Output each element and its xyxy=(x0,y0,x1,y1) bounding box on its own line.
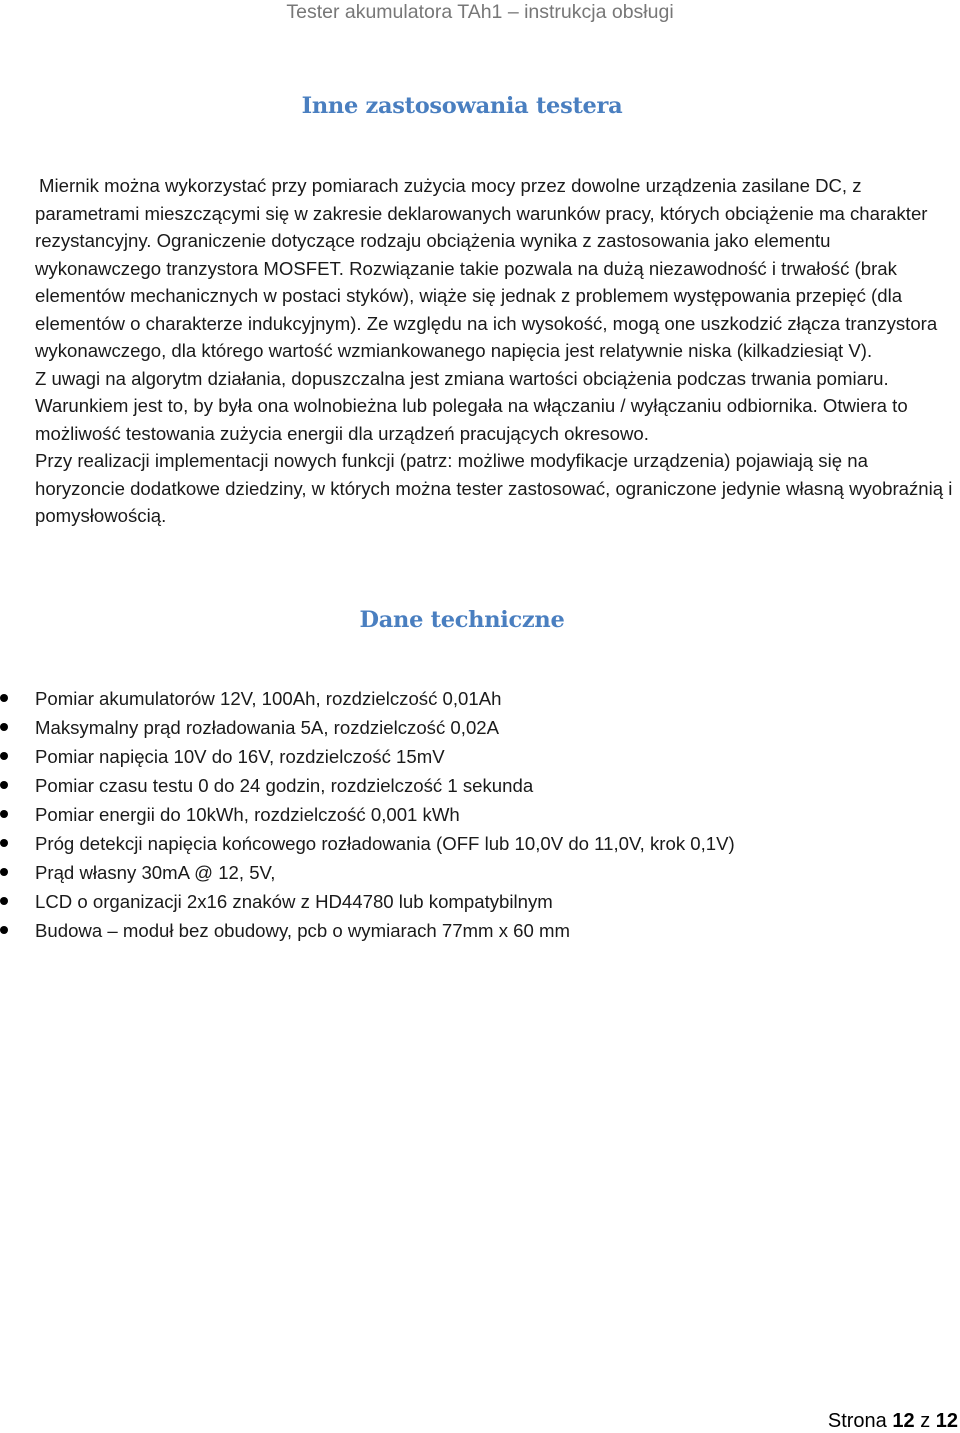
running-header: Tester akumulatora TAh1 – instrukcja obsługi xyxy=(286,1,674,23)
technical-specs-list xyxy=(0,684,930,945)
list-item-text: Prąd własny 30mA @ 12, 5V, xyxy=(35,862,276,883)
paragraph: Przy realizacji implementacji nowych funkcji (patrz: możliwe modyfikacje urządzenia) pojawiają się na horyzoncie dodatkowe dziedziny, w których można tester zastosować, ograniczone jedynie własną wyobraźnią i pomysłowością. xyxy=(35,450,953,526)
paragraph: Z uwagi na algorytm działania, dopuszczalna jest zmiana wartości obciążenia podczas trwania pomiaru. Warunkiem jest to, by była ona wolnobieżna lub polegała na włączaniu / wyłączaniu odbiornika. Otwiera to możliwość testowania zużycia energii dla urządzeń pracujących okresowo. xyxy=(35,367,908,444)
list-item xyxy=(0,800,930,829)
current-page-number: 12 xyxy=(892,1410,915,1432)
other-uses-body xyxy=(35,172,959,530)
list-item-text: Budowa – moduł bez obudowy, pcb o wymiarach 77mm x 60 mm xyxy=(35,920,570,941)
list-item xyxy=(0,829,930,858)
list-item-text: Pomiar czasu testu 0 do 24 godzin, rozdzielczość 1 sekunda xyxy=(35,775,534,796)
list-item xyxy=(0,858,930,887)
list-item-text: Pomiar akumulatorów 12V, 100Ah, rozdzielczość 0,01Ah xyxy=(35,688,502,709)
list-item-text: LCD o organizacji 2x16 znaków z HD44780 lub kompatybilnym xyxy=(35,891,553,912)
page-label: Strona xyxy=(827,1410,887,1432)
bullet-icon xyxy=(0,897,8,905)
bullet-icon xyxy=(0,810,8,818)
list-item-text: Próg detekcji napięcia końcowego rozładowania (OFF lub 10,0V do 11,0V, krok 0,1V) xyxy=(35,833,735,854)
section-title-technical-data: Dane techniczne xyxy=(359,607,565,633)
list-item-text: Pomiar napięcia 10V do 16V, rozdzielczość 15mV xyxy=(35,746,445,767)
bullet-icon xyxy=(0,868,8,876)
of-label: z xyxy=(920,1410,931,1432)
bullet-icon xyxy=(0,694,8,702)
list-item xyxy=(0,713,930,742)
list-item xyxy=(0,887,930,916)
list-item xyxy=(0,742,930,771)
list-item-text: Pomiar energii do 10kWh, rozdzielczość 0,001 kWh xyxy=(35,804,460,825)
bullet-icon xyxy=(0,723,8,731)
total-pages-number: 12 xyxy=(935,1410,958,1432)
paragraph: Miernik można wykorzystać przy pomiarach zużycia mocy przez dowolne urządzenia zasilane DC, z parametrami mieszczącymi się w zakresie deklarowanych warunków pracy, których obciążenie ma charakter rezystancyjny. Ograniczenie dotyczące rodzaju obciążenia wynika z zastosowania jako elementu wykonawczego tranzystora MOSFET. Rozwiązanie takie pozwala na dużą niezawodność i trwałość (brak elementów mechanicznych w postaci styków), wiąże się jednak z problemem występowania przepięć (dla elementów o charakterze indukcyjnym). Ze względu na ich wysokość, mogą one uszkodzić złącza tranzystora wykonawczego, dla którego wartość wzmiankowanego napięcia jest relatywnie niska (kilkadziesiąt V). xyxy=(35,175,938,361)
list-item xyxy=(0,771,930,800)
page-number-footer xyxy=(828,1409,958,1433)
section-title-other-uses: Inne zastosowania testera xyxy=(301,93,623,119)
bullet-icon xyxy=(0,781,8,789)
bullet-icon xyxy=(0,926,8,934)
bullet-icon xyxy=(0,839,8,847)
list-item-text: Maksymalny prąd rozładowania 5A, rozdzielczość 0,02A xyxy=(35,717,500,738)
list-item xyxy=(0,684,930,713)
list-item xyxy=(0,916,930,945)
bullet-icon xyxy=(0,752,8,760)
